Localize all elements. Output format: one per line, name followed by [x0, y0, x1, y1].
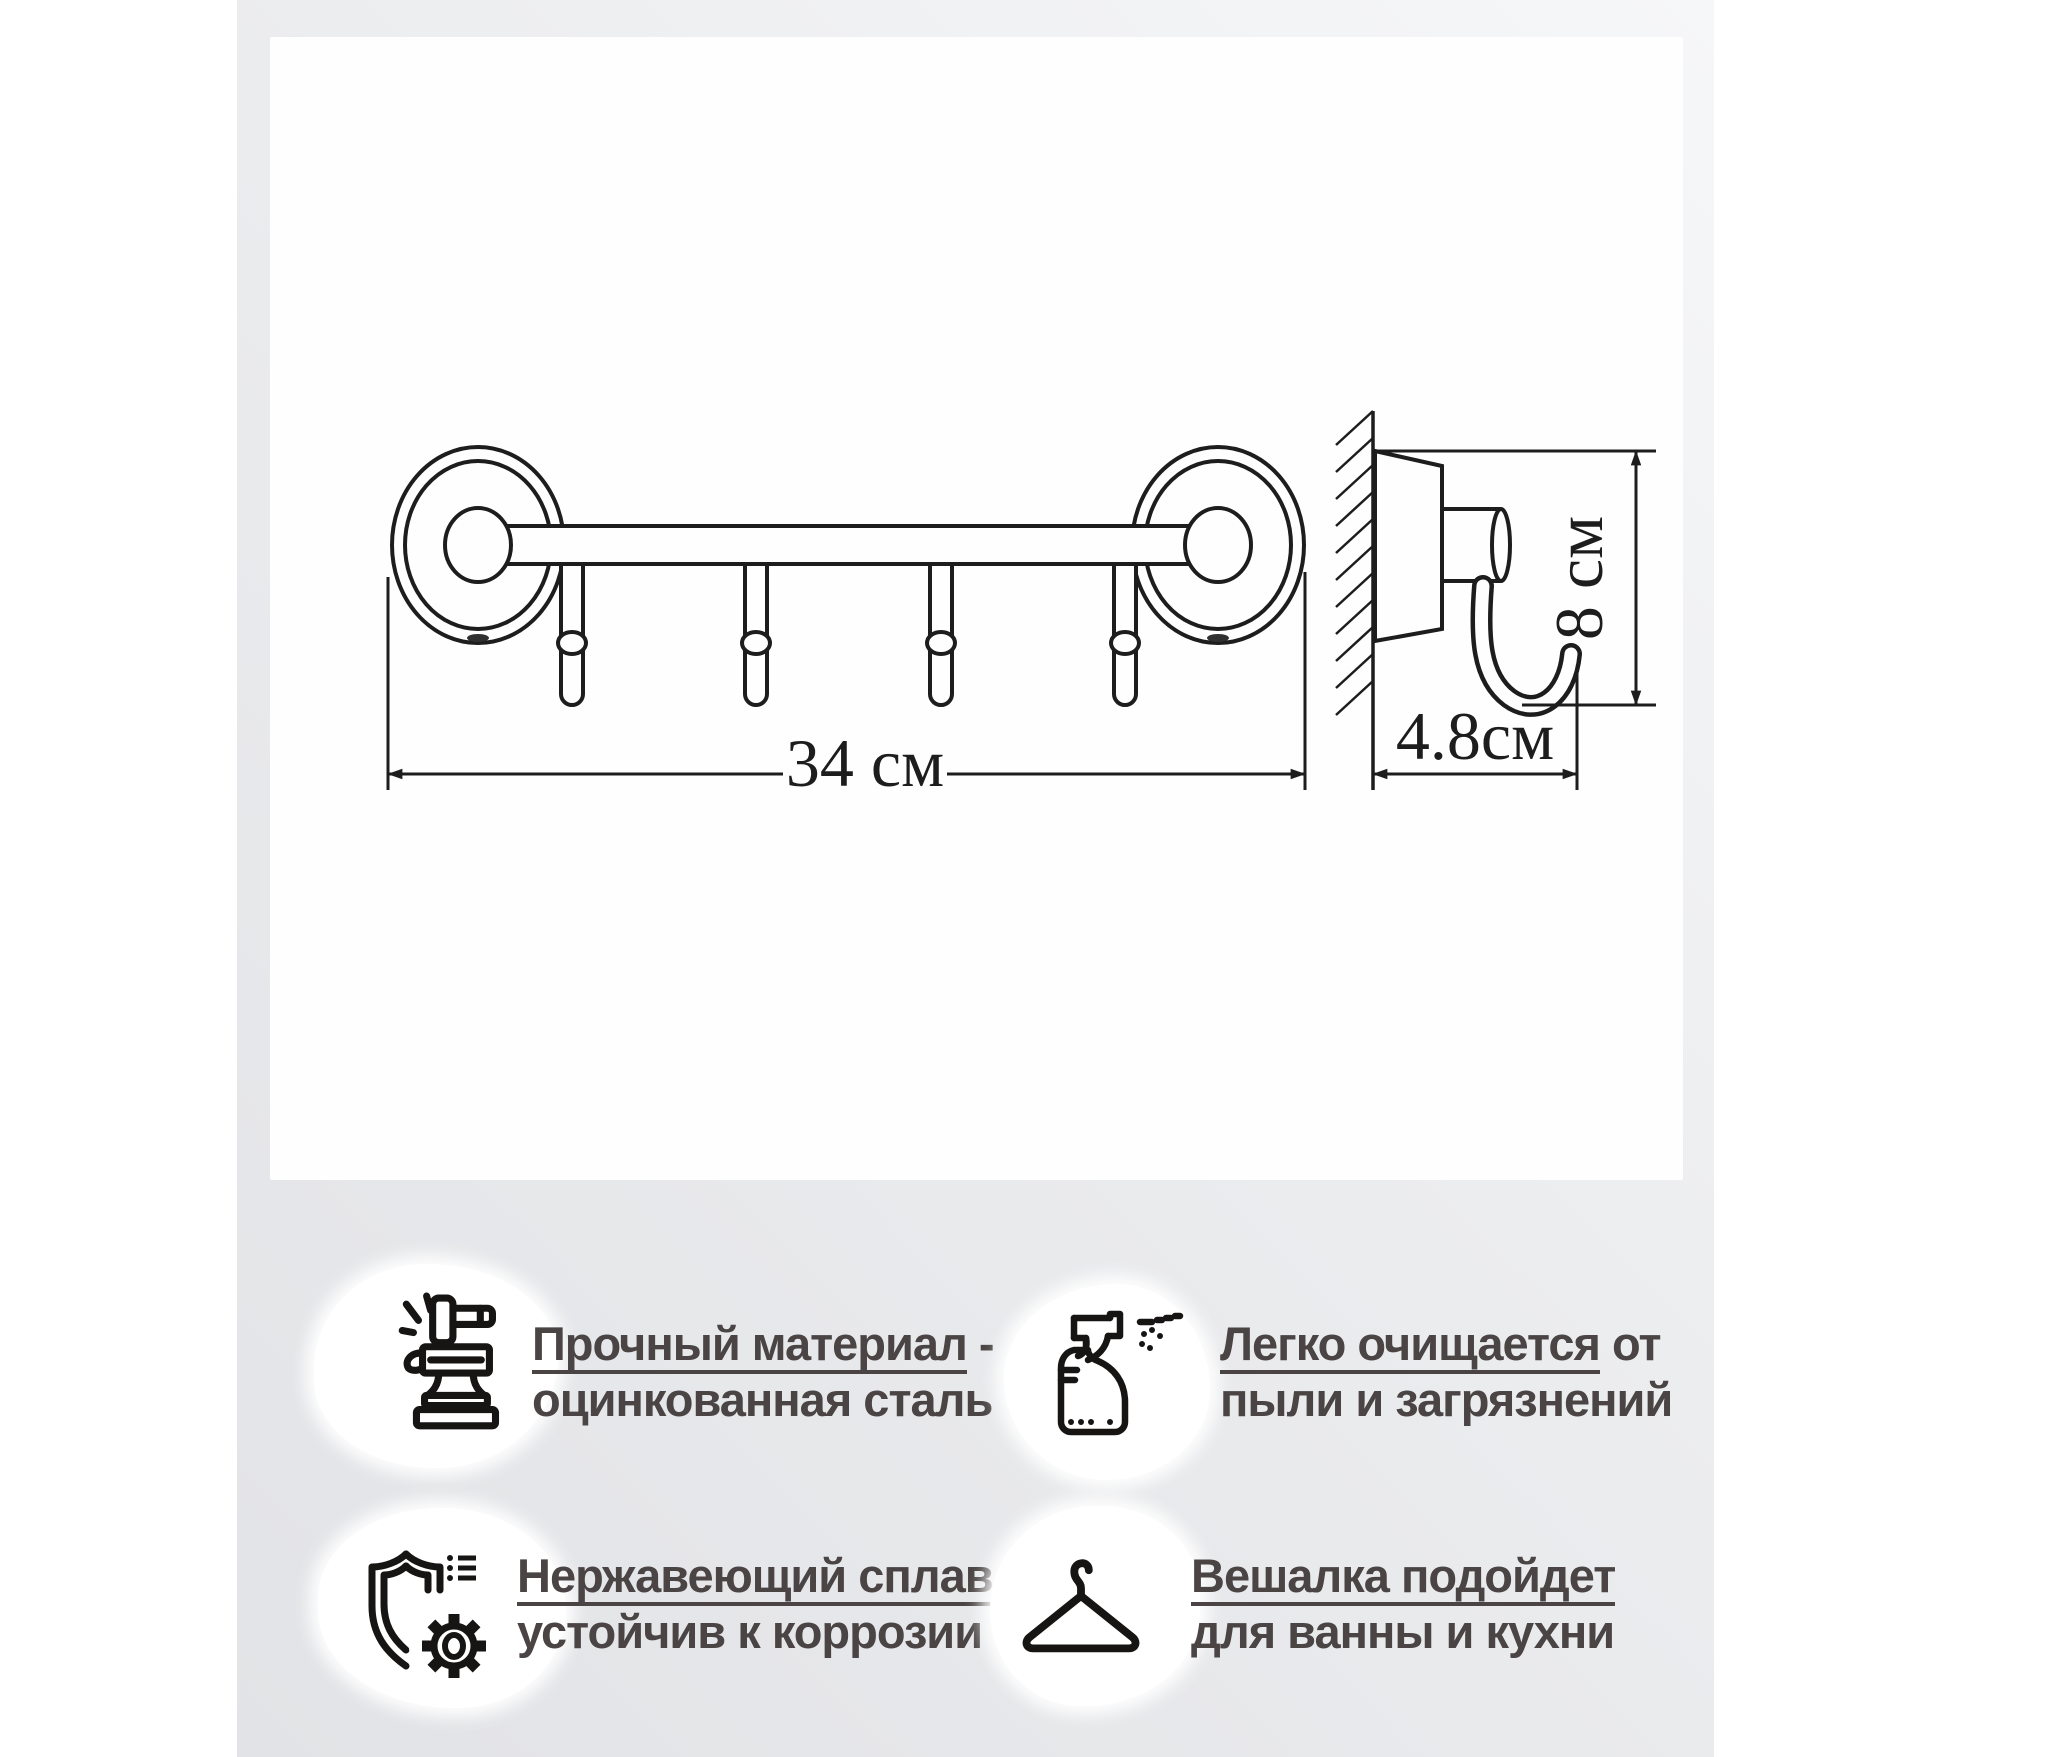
feature-line1: Прочный материал - [532, 1316, 994, 1372]
height-dimension-label: 8 см [1541, 515, 1617, 641]
feature-text [517, 1548, 993, 1660]
feature-line2: устойчив к коррозии [517, 1605, 983, 1658]
feature-line1: Легко очищается от [1220, 1316, 1672, 1372]
anvil-hammer-icon [396, 1290, 520, 1440]
drawing-panel [270, 37, 1683, 1180]
feature-line2: оцинкованная сталь [532, 1373, 993, 1426]
side-mount-plate [1375, 451, 1442, 641]
front-view [392, 447, 1304, 705]
stub-cap [1492, 509, 1510, 581]
shield-gear-icon [354, 1546, 514, 1698]
feature-line1: Нержавеющий сплав [517, 1548, 993, 1604]
feature-line2: пыли и загрязнений [1220, 1373, 1673, 1426]
rail-bar [478, 527, 1218, 563]
wall-hatching [1336, 411, 1373, 715]
feature-text [532, 1316, 994, 1428]
width-dimension-label: 34 см [785, 725, 945, 801]
feature-line2: для ванны и кухни [1191, 1605, 1615, 1658]
left-bar-cap [445, 508, 511, 582]
clothes-hanger-icon [1014, 1554, 1148, 1678]
technical-drawing [270, 37, 1683, 1180]
spray-bottle-icon [1044, 1304, 1196, 1446]
right-bar-cap [1185, 508, 1251, 582]
depth-dimension-label: 4.8см [1395, 698, 1555, 774]
feature-text [1220, 1316, 1672, 1428]
right-screw [1207, 634, 1229, 642]
left-screw [467, 634, 489, 642]
feature-line1: Вешалка подойдет [1191, 1548, 1615, 1604]
feature-text [1191, 1548, 1615, 1660]
